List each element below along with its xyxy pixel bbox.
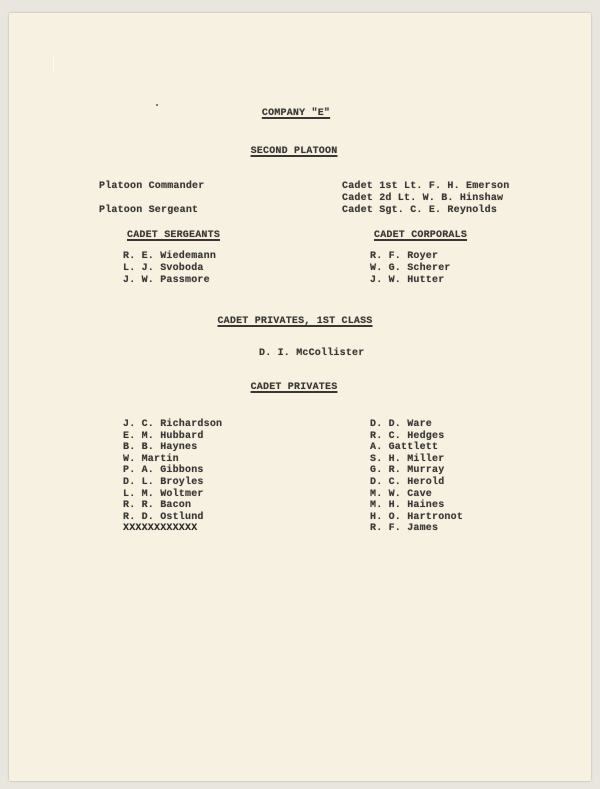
sergeants-heading: CADET SERGEANTS (127, 230, 221, 241)
private-name: D. C. Herold (370, 476, 445, 488)
private-name: A. Gattlett (370, 442, 439, 454)
officer-line: Cadet 1st Lt. F. H. Emerson (342, 181, 510, 192)
private-name: M. H. Haines (370, 500, 445, 512)
private-name: D. D. Ware (370, 419, 433, 430)
platoon-heading: SECOND PLATOON (250, 146, 338, 157)
corporal-name: J. W. Hutter (370, 275, 445, 286)
private-name: B. B. Haynes (123, 442, 198, 454)
corporals-list (370, 251, 451, 287)
paper-speck (156, 104, 158, 106)
sergeant-label: Platoon Sergeant (99, 205, 199, 216)
private-name: R. F. James (370, 523, 439, 535)
privates-left-list (123, 419, 222, 535)
company-title: COMPANY "E" (261, 108, 331, 119)
first-class-heading: CADET PRIVATES, 1ST CLASS (217, 316, 373, 327)
officer-list (342, 181, 509, 216)
document-page (9, 13, 591, 781)
private-name: R. D. Ostlund (123, 511, 204, 523)
sergeant-name: L. J. Svoboda (123, 263, 204, 274)
paper-mark (53, 57, 54, 71)
corporals-heading: CADET CORPORALS (374, 230, 468, 241)
private-name: M. W. Cave (370, 488, 433, 500)
privates-right-list (370, 419, 463, 535)
private-name: R. R. Bacon (123, 500, 192, 512)
officer-line: Cadet Sgt. C. E. Reynolds (342, 205, 498, 216)
private-name: L. M. Woltmer (123, 488, 204, 500)
private-name: G. R. Murray (370, 465, 445, 477)
private-name: S. H. Miller (370, 453, 445, 465)
sergeant-name: J. W. Passmore (123, 275, 210, 286)
officer-line: Cadet 2d Lt. W. B. Hinshaw (342, 193, 504, 204)
private-name: J. C. Richardson (123, 419, 223, 430)
sergeants-list (123, 251, 216, 287)
private-name: H. O. Hartronot (370, 511, 464, 523)
private-name: W. Martin (123, 453, 179, 465)
first-class-name: D. I. McCollister (259, 348, 365, 359)
struck-out-line: XXXXXXXXXXXX (123, 523, 198, 535)
private-name: D. L. Broyles (123, 476, 204, 488)
corporal-name: R. F. Royer (370, 251, 439, 262)
private-name: E. M. Hubbard (123, 430, 204, 442)
sergeant-name: R. E. Wiedemann (123, 251, 217, 262)
privates-heading: CADET PRIVATES (250, 382, 338, 393)
corporal-name: W. G. Scherer (370, 263, 451, 274)
private-name: R. C. Hedges (370, 430, 445, 442)
private-name: P. A. Gibbons (123, 465, 204, 477)
commander-label: Platoon Commander (99, 181, 205, 192)
